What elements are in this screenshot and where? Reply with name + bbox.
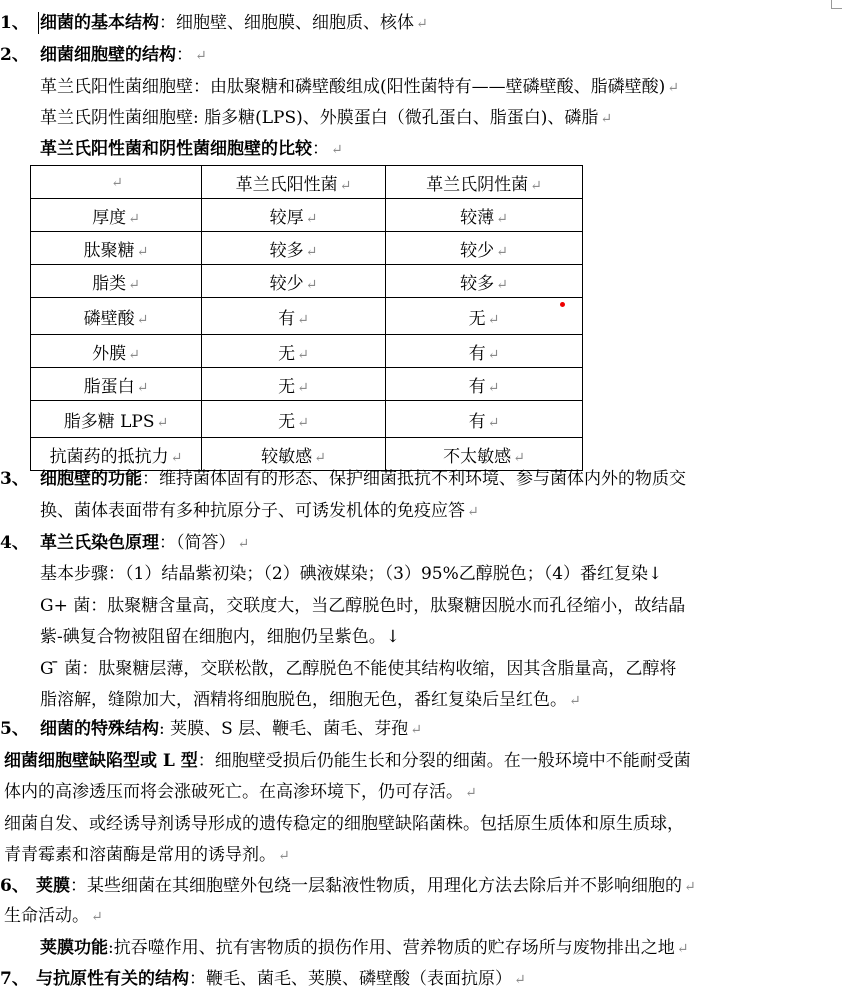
- table-cell: 磷壁酸 ↵: [31, 298, 202, 335]
- principle-text: G+ 菌：肽聚糖含量高，交联度大，当乙醇脱色时，肽聚糖因脱水而孔径缩小，故结晶: [40, 596, 686, 616]
- table-cell: 脂多糖 LPS ↵: [31, 401, 202, 438]
- section-2: [0, 44, 207, 67]
- comparison-table: [30, 165, 583, 471]
- table-cell: 有 ↵: [386, 368, 583, 401]
- table-cell: 肽聚糖 ↵: [31, 232, 202, 265]
- section-number: 5、: [0, 719, 29, 739]
- table-cell: 有 ↵: [202, 298, 386, 335]
- paragraph-mark: ↵: [467, 504, 479, 520]
- section-text: ：维持菌体固有的形态、保护细菌抵抗不利环境、参与菌体内外的物质交: [142, 469, 686, 489]
- section-6-cont: [4, 905, 103, 928]
- section-title: 革兰氏染色原理: [40, 533, 159, 553]
- section-7: [0, 968, 526, 991]
- paragraph-mark: ↵: [676, 941, 689, 957]
- page-corner-mark: [831, 0, 842, 9]
- section-text: 换、菌体表面带有多种抗原分子、可诱发机体的免疫应答: [40, 501, 465, 521]
- gram-negative-text: 革兰氏阴性菌细胞壁: 脂多糖(LPS)、外膜蛋白（微孔蛋白、脂蛋白)、磷脂: [40, 108, 599, 128]
- table-row: [31, 298, 583, 335]
- table-cell: 有 ↵: [386, 335, 583, 368]
- table-cell: 较少 ↵: [202, 265, 386, 298]
- l-form-title: 细菌细胞壁缺陷型或 L 型: [4, 751, 198, 771]
- table-cell: 无 ↵: [202, 401, 386, 438]
- section-1: [0, 12, 428, 35]
- l-form-para-2: [4, 813, 684, 835]
- table-cell: 脂类 ↵: [31, 265, 202, 298]
- table-header-cell: 革兰氏阳性菌 ↵: [202, 166, 386, 199]
- table-cell: 较厚 ↵: [202, 199, 386, 232]
- section-6: [0, 875, 696, 898]
- table-cell: 不太敏感 ↵: [386, 438, 583, 471]
- paragraph-mark: ↵: [600, 111, 613, 127]
- capsule-function-text: :抗吞噬作用、抗有害物质的损伤作用、营养物质的贮存场所与废物排出之地: [108, 938, 675, 958]
- section-text: ：某些细菌在其细胞壁外包绕一层黏液性物质，用理化方法去除后并不影响细胞的: [70, 876, 682, 896]
- table-cell: 较少 ↵: [386, 232, 583, 265]
- table-header-row: [31, 166, 583, 199]
- staining-steps: [40, 563, 662, 585]
- l-form-para: [4, 750, 691, 772]
- table-header-cell: ↵: [31, 166, 202, 199]
- section-number: 2、: [0, 45, 29, 65]
- paragraph-mark: ↵: [237, 536, 250, 552]
- gram-negative-principle-cont: [40, 689, 581, 712]
- section-title: 细胞壁的功能: [40, 469, 142, 489]
- section-title: 荚膜: [36, 876, 70, 896]
- table-cell: 无 ↵: [202, 368, 386, 401]
- paragraph-mark: ↵: [465, 785, 477, 801]
- comparison-heading: [40, 138, 343, 161]
- capsule-function: [40, 937, 688, 960]
- l-form-text: ：细胞壁受损后仍能生长和分裂的细菌。在一般环境中不能耐受菌: [197, 751, 691, 771]
- table-cell: 较敏感 ↵: [202, 438, 386, 471]
- l-form-text: 细菌自发、或经诱导剂诱导形成的遗传稳定的细胞壁缺陷菌株。包括原生质体和原生质球，: [4, 814, 684, 834]
- table-cell: 较薄 ↵: [386, 199, 583, 232]
- paragraph-mark: ↵: [331, 142, 343, 158]
- table-row: [31, 232, 583, 265]
- section-3-cont: [40, 500, 479, 523]
- section-number: 1、: [0, 13, 29, 33]
- table-header-cell: 革兰氏阴性菌 ↵: [386, 166, 583, 199]
- comparison-title: 革兰氏阳性菌和阴性菌细胞壁的比较: [40, 139, 312, 159]
- gram-positive-text: 革兰氏阳性菌细胞壁：由肽聚糖和磷壁酸组成(阳性菌特有——壁磷壁酸、脂磷壁酸): [40, 77, 666, 97]
- section-5: [0, 718, 422, 741]
- section-subtitle: ：（简答）: [159, 533, 236, 553]
- table-row: [31, 265, 583, 298]
- section-text: ：鞭毛、菌毛、荚膜、磷壁酸（表面抗原）: [189, 969, 512, 989]
- paragraph-mark: ↵: [667, 80, 679, 96]
- section-title: 细菌细胞壁的结构: [40, 45, 176, 65]
- section-number: 4、: [0, 533, 29, 553]
- paragraph-mark: ↵: [684, 879, 696, 895]
- paragraph-mark: ↵: [514, 972, 526, 988]
- table-cell: 外膜 ↵: [31, 335, 202, 368]
- gram-negative-wall: [40, 107, 612, 130]
- table-cell: 脂蛋白 ↵: [31, 368, 202, 401]
- l-form-text: 体内的高渗透压而将会涨破死亡。在高渗环境下，仍可存活。: [4, 782, 463, 802]
- section-text: : 荚膜、S 层、鞭毛、菌毛、芽孢: [159, 719, 409, 739]
- section-number: 6、: [0, 876, 29, 896]
- paragraph-mark: ↵: [416, 16, 428, 32]
- gram-positive-principle: [40, 595, 685, 617]
- section-number: 7、: [0, 969, 29, 989]
- gram-negative-principle: [40, 658, 676, 680]
- colon: ：: [312, 139, 329, 159]
- red-dot-marker: [560, 302, 565, 307]
- section-number: 3、: [0, 469, 29, 489]
- steps-text: 基本步骤：（1）结晶紫初染；（2）碘液媒染；（3）95%乙醇脱色；（4）番红复染↓: [40, 564, 663, 584]
- table-row: [31, 199, 583, 232]
- section-text: ：细胞壁、细胞膜、细胞质、核体: [159, 13, 414, 33]
- principle-text: 紫-碘复合物被阻留在细胞内，细胞仍呈紫色。↓: [40, 627, 400, 647]
- paragraph-mark: ↵: [410, 722, 422, 738]
- l-form-text: 青青霉素和溶菌酶是常用的诱导剂。: [4, 845, 276, 865]
- gram-positive-wall: [40, 76, 679, 99]
- principle-text: G ̄ 菌：肽聚糖层薄，交联松散，乙醇脱色不能使其结构收缩，因其含脂量高，乙醇将: [40, 659, 677, 679]
- paragraph-mark: ↵: [195, 48, 207, 64]
- paragraph-mark: ↵: [569, 693, 581, 709]
- table-cell: 较多 ↵: [202, 232, 386, 265]
- l-form-para-2-cont: [4, 844, 290, 867]
- table-row: [31, 438, 583, 471]
- paragraph-mark: ↵: [278, 848, 290, 864]
- section-title: 与抗原性有关的结构: [36, 969, 189, 989]
- section-title: 细菌的特殊结构: [40, 719, 159, 739]
- table-cell: 较多 ↵: [386, 265, 583, 298]
- table-row: [31, 335, 583, 368]
- table-cell: 无 ↵: [386, 298, 583, 335]
- l-form-para-cont: [4, 781, 477, 804]
- table-cell: 无 ↵: [202, 335, 386, 368]
- principle-text: 脂溶解，缝隙加大，酒精将细胞脱色，细胞无色，番红复染后呈红色。: [40, 690, 567, 710]
- gram-positive-principle-cont: [40, 626, 400, 648]
- section-title: 细菌的基本结构: [40, 13, 159, 33]
- table-row: [31, 368, 583, 401]
- section-3: [0, 468, 686, 490]
- table-cell: 有 ↵: [386, 401, 583, 438]
- paragraph-mark: ↵: [91, 909, 103, 925]
- section-4: [0, 532, 249, 555]
- table-cell: 抗菌药的抵抗力 ↵: [31, 438, 202, 471]
- colon: ：: [176, 45, 193, 65]
- table-row: [31, 401, 583, 438]
- section-text: 生命活动。: [4, 906, 89, 926]
- capsule-function-title: 荚膜功能: [40, 938, 108, 958]
- table-cell: 厚度 ↵: [31, 199, 202, 232]
